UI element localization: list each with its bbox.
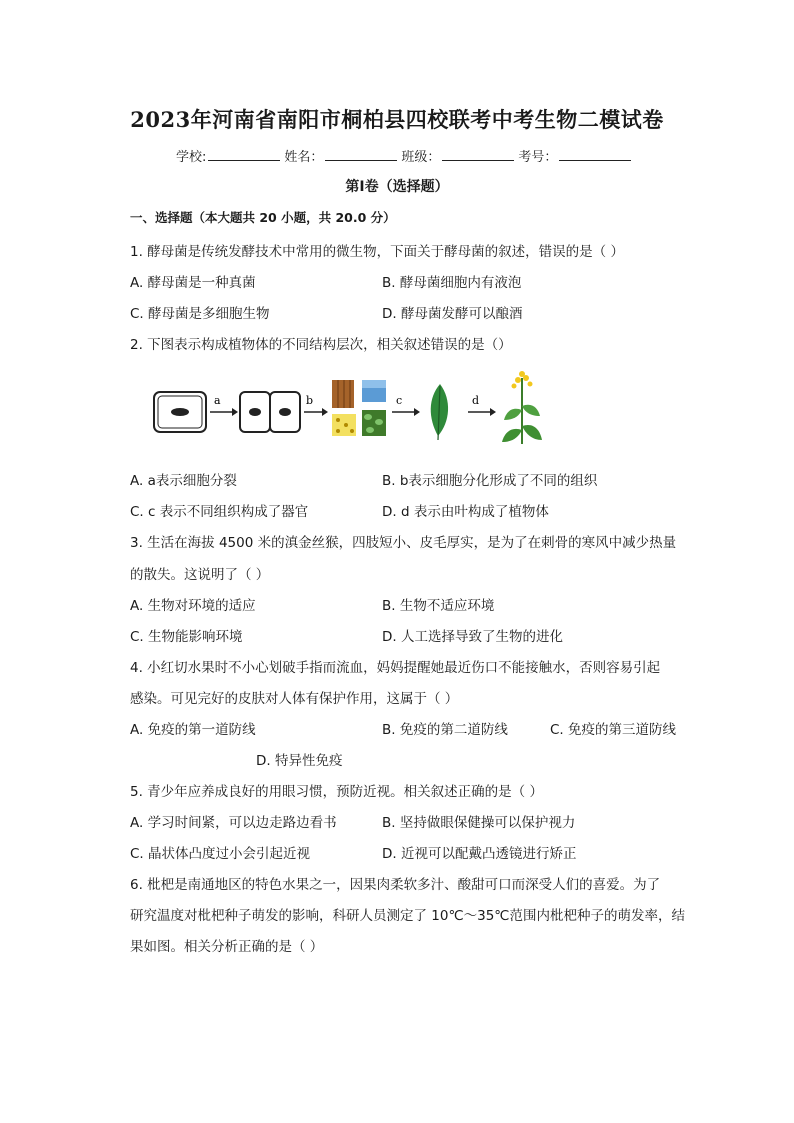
question-6-stem-line-2: 研究温度对枇杷种子萌发的影响，科研人员测定了 10℃～35℃范围内枇杷种子的萌发率，结 [130, 908, 685, 924]
school-blank[interactable] [208, 148, 280, 161]
name-blank[interactable] [325, 148, 397, 161]
number-label: 考号： [518, 150, 558, 165]
question-1-stem: 1. 酵母菌是传统发酵技术中常用的微生物，下面关于酵母菌的叙述，错误的是（ ） [130, 244, 624, 260]
number-blank[interactable] [559, 148, 631, 161]
question-6-stem-line-1: 6. 枇杷是南通地区的特色水果之一，因果肉柔软多汁、酸甜可口而深受人们的喜爱。为了 [130, 877, 661, 893]
student-info-row [176, 146, 635, 165]
arrow-c-icon [392, 394, 420, 416]
question-4-stem-line-2: 感染。可见完好的皮肤对人体有保护作用，这属于（ ） [130, 691, 459, 707]
question-4-option-c[interactable]: C. 免疫的第三道防线 [550, 722, 677, 738]
question-6-stem-line-3: 果如图。相关分析正确的是（ ） [130, 939, 324, 955]
question-5-option-c[interactable]: C. 晶状体凸度过小会引起近视 [130, 846, 311, 862]
exam-title: 2023年河南省南阳市桐柏县四校联考中考生物二模试卷 [130, 107, 664, 132]
question-2-option-b[interactable]: B. b表示细胞分化形成了不同的组织 [382, 473, 598, 489]
question-1-option-b[interactable]: B. 酵母菌细胞内有液泡 [382, 275, 522, 291]
question-2-option-c[interactable]: C. c 表示不同组织构成了器官 [130, 504, 309, 520]
tissues-icon [332, 380, 386, 436]
question-3-option-d[interactable]: D. 人工选择导致了生物的进化 [382, 629, 563, 645]
section-title: 一、选择题（本大题共 20 小题，共 20.0 分） [130, 210, 396, 225]
question-3-stem-line-1: 3. 生活在海拔 4500 米的滇金丝猴，四肢短小、皮毛厚实，是为了在刺骨的寒风中减少热量 [130, 535, 677, 551]
plant-structure-figure [150, 370, 550, 450]
question-3-stem-line-2: 的散失。这说明了（ ） [130, 567, 270, 583]
question-4-stem-line-1: 4. 小红切水果时不小心划破手指而流血，妈妈提醒她最近伤口不能接触水，否则容易引起 [130, 660, 661, 676]
plant-icon [502, 371, 542, 444]
question-2-option-a[interactable]: A. a表示细胞分裂 [130, 473, 237, 489]
school-label: 学校: [176, 150, 207, 165]
question-2-option-d[interactable]: D. d 表示由叶构成了植物体 [382, 504, 549, 520]
question-1-option-d[interactable]: D. 酵母菌发酵可以酿酒 [382, 306, 523, 322]
question-3-option-a[interactable]: A. 生物对环境的适应 [130, 598, 256, 614]
question-2-stem: 2. 下图表示构成植物体的不同结构层次，相关叙述错误的是（） [130, 337, 512, 353]
arrow-b-icon [304, 394, 328, 416]
question-1-option-a[interactable]: A. 酵母菌是一种真菌 [130, 275, 256, 291]
single-cell-icon [154, 392, 206, 432]
question-3-option-b[interactable]: B. 生物不适应环境 [382, 598, 495, 614]
leaf-icon [431, 384, 448, 440]
question-5-option-a[interactable]: A. 学习时间紧，可以边走路边看书 [130, 815, 337, 831]
question-1-option-c[interactable]: C. 酵母菌是多细胞生物 [130, 306, 270, 322]
arrow-label-c: c [396, 394, 403, 407]
question-5-stem: 5. 青少年应养成良好的用眼习惯，预防近视。相关叙述正确的是（ ） [130, 784, 543, 800]
question-4-option-a[interactable]: A. 免疫的第一道防线 [130, 722, 256, 738]
arrow-d-icon [468, 394, 496, 416]
question-4-option-d[interactable]: D. 特异性免疫 [256, 753, 343, 769]
class-blank[interactable] [442, 148, 514, 161]
arrow-label-b: b [306, 394, 314, 407]
class-label: 班级： [401, 150, 441, 165]
question-4-option-b[interactable]: B. 免疫的第二道防线 [382, 722, 508, 738]
name-label: 姓名： [284, 150, 324, 165]
arrow-label-a: a [214, 394, 221, 407]
two-cells-icon [240, 392, 300, 432]
part-title: 第I卷（选择题） [345, 179, 449, 195]
question-5-option-b[interactable]: B. 坚持做眼保健操可以保护视力 [382, 815, 576, 831]
question-3-option-c[interactable]: C. 生物能影响环境 [130, 629, 243, 645]
arrow-a-icon [210, 394, 238, 416]
arrow-label-d: d [472, 394, 480, 407]
question-5-option-d[interactable]: D. 近视可以配戴凸透镜进行矫正 [382, 846, 577, 862]
